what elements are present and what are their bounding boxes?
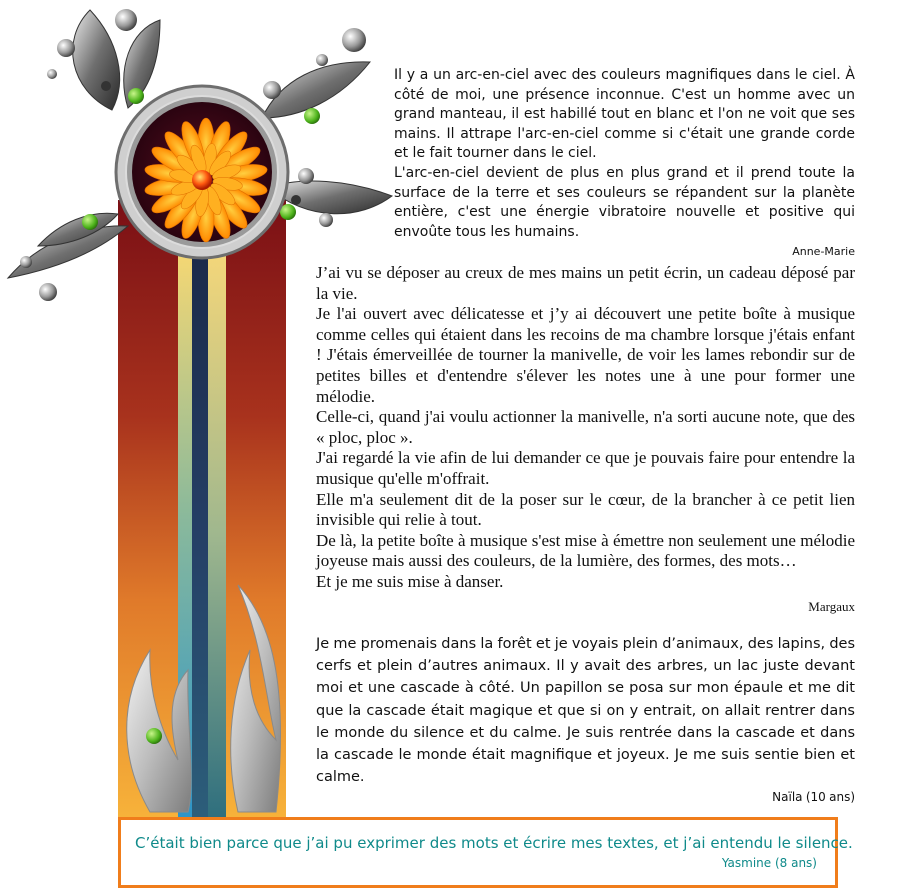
paragraph: De là, la petite boîte à musique s'est mise à émettre non seulement une mélodie joyeuse mais aussi des couleurs, de la lumière, des formes, des mots…: [316, 530, 855, 571]
author-signature: Naïla (10 ans): [772, 790, 855, 805]
silver-bead: [298, 168, 314, 184]
paragraph: Celle-ci, quand j'ai voulu actionner la manivelle, n'a sorti aucune note, que des « ploc, ploc ».: [316, 407, 855, 447]
dark-bead: [291, 195, 301, 205]
silver-bead: [115, 9, 137, 31]
stripe-navy: [192, 255, 208, 817]
green-bead: [128, 88, 144, 104]
silver-bead: [20, 256, 32, 268]
silver-bead: [342, 28, 366, 52]
text-block-margaux: [316, 263, 855, 615]
author-signature: Margaux: [808, 598, 855, 614]
author-signature: Anne-Marie: [792, 245, 855, 259]
paragraph: Je l'ai ouvert avec délicatesse et j’y ai découvert une petite boîte à musique comme celles qui étaient dans les recoins de ma chambre lorsque j'étais enfant ! J'étais émerveillée de tourner la manivelle, de voir les lames rebondir sur de petites billes et d'entendre s'élever les notes une à une pour former une mélodie.: [316, 304, 855, 406]
silver-bead: [319, 213, 333, 227]
green-bead: [304, 108, 320, 124]
stripe-yellow: [208, 255, 226, 817]
text-block-naila: [316, 633, 855, 805]
paragraph: L'arc-en-ciel devient de plus en plus grand et il prend toute la surface de la terre et ses couleurs se répandent sur la planète entière, c'est une énergie vibratoire nouvelle et positive qui envoûte tous les humains.: [394, 164, 855, 240]
paragraph: J'ai regardé la vie afin de lui demander ce que je pouvais faire pour entendre la musique qu'elle m'offrait.: [316, 448, 855, 488]
silver-bead: [57, 39, 75, 57]
footer-quote-box: [118, 817, 853, 888]
paragraph: Et je me suis mise à danser.: [316, 571, 504, 591]
footer-author: Yasmine (8 ans): [721, 856, 817, 870]
silver-bead: [316, 54, 328, 66]
silver-bead: [263, 81, 281, 99]
paragraph: J’ai vu se déposer au creux de mes mains un petit écrin, un cadeau déposé par la vie.: [316, 263, 855, 303]
footer-quote: C’était bien parce que j’ai pu exprimer des mots et écrire mes textes, et j’ai entendu le silence.: [135, 834, 853, 852]
text-block-anne-marie: [394, 66, 855, 260]
silver-bead: [47, 69, 57, 79]
dark-bead: [101, 81, 111, 91]
green-bead: [82, 214, 98, 230]
paragraph: Je me promenais dans la forêt et je voyais plein d’animaux, des lapins, des cerfs et plein d’autres animaux. Il y avait des arbres, un lac juste devant moi et une cascade à côté. Un papillon se posa sur mon épaule et me dit que la cascade était magique et que si on y entrait, on allait rentrer dans le monde du silence et du calme. Je suis rentrée dans la cascade et dans la cascade le monde était magnifique et joyeux. Je me suis sentie bien et calme.: [316, 636, 855, 786]
leaf: [73, 10, 120, 110]
paragraph: Elle m'a seulement dit de la poser sur le cœur, de la brancher à ce petit lien invisible qui relie à tout.: [316, 489, 855, 530]
silver-bead: [39, 283, 57, 301]
paragraph: Il y a un arc-en-ciel avec des couleurs magnifiques dans le ciel. À côté de moi, une présence inconnue. C'est un homme avec un grand manteau, il est habillé tout en blanc et l'on ne voit que ses mains. Il attrape l'arc-en-ciel comme si c'était une grande corde et le fait tourner dans le ciel.: [394, 67, 855, 162]
green-bead: [146, 728, 162, 744]
